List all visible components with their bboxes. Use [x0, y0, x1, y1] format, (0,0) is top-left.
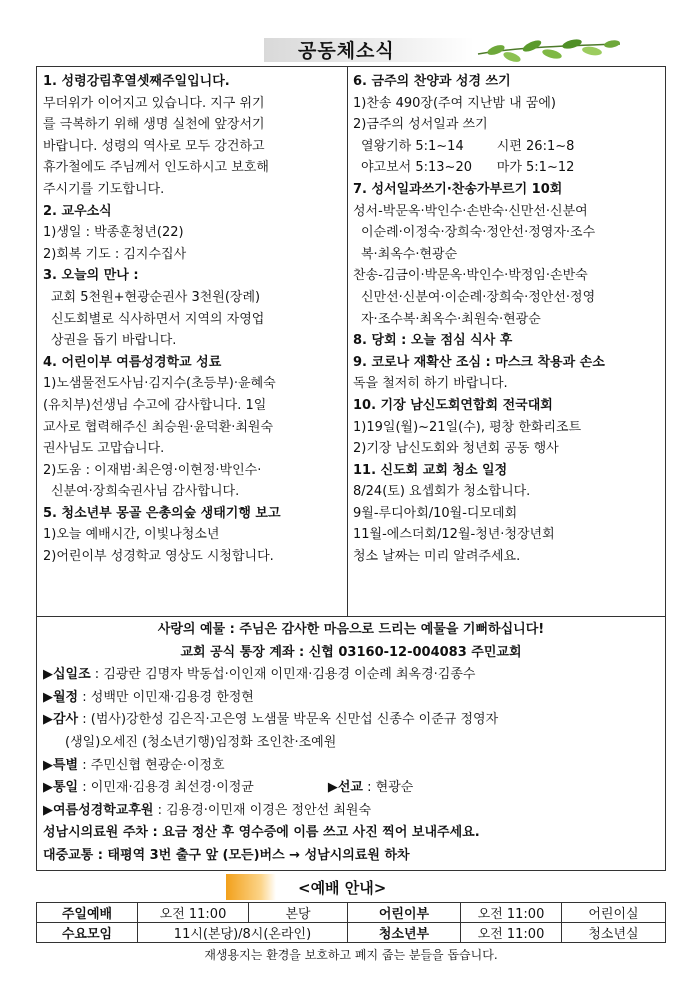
- transit-notice: 대중교통 : 태평역 3번 출구 앞 (모든)버스 → 성남시의료원 하차: [43, 847, 410, 863]
- news-line: 2)도움 : 이재범·최은영·이현정·박인수·: [43, 462, 262, 478]
- news-line: 바랍니다. 성령의 역사로 모두 강건하고: [43, 138, 265, 154]
- news-line: 청소 날짜는 미리 알려주세요.: [353, 549, 521, 565]
- news-line: 주시기를 기도합니다.: [43, 181, 165, 197]
- worship-title: <예배 안내>: [298, 879, 387, 897]
- table-row: [37, 903, 666, 923]
- offering-row: ▶통일 : 이민재·김용경 최선경·이정균 ▶선교 : 현광순: [43, 780, 414, 796]
- table-cell: 수요모임: [37, 923, 138, 943]
- offering-row: ▶십일조 : 김광란 김명자 박동섭·이인재 이민재·김용경 이순례 최옥경·김종수: [43, 667, 476, 683]
- news-line: 신만선·신분여·이순례·장희숙·정안선·정영: [361, 289, 596, 305]
- news-line: 독을 철저히 하기 바랍니다.: [353, 376, 508, 392]
- news-line: 8/24(토) 요셉회가 청소합니다.: [353, 484, 531, 500]
- news-line: 복·최옥수·현광순: [361, 246, 458, 262]
- leaf-sprig-icon: [474, 38, 624, 64]
- bulletin-page: [36, 36, 666, 962]
- worship-header: [36, 872, 666, 902]
- news-line: 2)어린이부 성경학교 영상도 시청합니다.: [43, 549, 274, 565]
- news-line: 신분여·장희숙권사님 감사합니다.: [51, 484, 240, 500]
- news-line: 를 극복하기 위해 생명 실천에 앞장서기: [43, 117, 265, 133]
- news-line: 9월-루디아회/10월-디모데회: [353, 505, 518, 521]
- news-line: 2)금주의 성서일과 쓰기: [353, 117, 488, 133]
- news-line: 성서-박문옥·박인수·손반숙·신만선·신분여: [353, 203, 588, 219]
- news-line: 10. 기장 남신도회연합회 전국대회: [353, 397, 553, 413]
- offering-section: [36, 617, 666, 871]
- left-column: [43, 71, 343, 568]
- table-cell: 오전 11:00: [461, 923, 562, 943]
- news-line: 5. 청소년부 몽골 은총의숲 생태기행 보고: [43, 505, 281, 521]
- table-cell: 청소년실: [562, 923, 666, 943]
- offering-row: ▶여름성경학교후원 : 김용경·이민재 이경은 정안선 최원숙: [43, 802, 372, 818]
- news-line: 2)기장 남신도회와 청년회 공동 행사: [353, 441, 559, 457]
- right-column: [353, 71, 661, 568]
- offering-row: ▶월정 : 성백만 이민재·김용경 한정현: [43, 689, 254, 705]
- news-box: [36, 66, 666, 617]
- news-line: 11. 신도회 교회 청소 일정: [353, 462, 508, 478]
- worship-band: [226, 874, 276, 900]
- parking-notice: 성남시의료원 주차 : 요금 정산 후 영수증에 이름 쓰고 사진 찍어 보내주세요.: [43, 825, 480, 841]
- table-cell: 본당: [249, 903, 348, 923]
- news-line: 1)노샘물전도사님·김지수(초등부)·윤혜숙: [43, 376, 276, 392]
- news-line: (유치부)선생님 수고에 감사합니다. 1일: [43, 397, 267, 413]
- column-divider: [347, 67, 348, 616]
- table-cell: 주일예배: [37, 903, 138, 923]
- news-line: 6. 금주의 찬양과 성경 쓰기: [353, 74, 511, 89]
- news-line: 1)오늘 예배시간, 이빛나청소년: [43, 527, 220, 543]
- news-line: 1)생일 : 박종훈청년(22): [43, 225, 184, 241]
- news-line: 이순례·이정숙·장희숙·정안선·정영자·조수: [361, 225, 596, 241]
- offering-row: (생일)오세진 (청소년기행)임정화 조인찬·조예원: [65, 734, 337, 750]
- news-line: 상권을 돕기 바랍니다.: [51, 333, 177, 349]
- news-line: 권사님도 고맙습니다.: [43, 441, 165, 457]
- table-cell: 오전 11:00: [461, 903, 562, 923]
- table-cell: 11시(본당)/8시(온라인): [138, 923, 348, 943]
- news-line: 7. 성서일과쓰기·찬송가부르기 10회: [353, 181, 563, 197]
- news-line: 1)19일(월)~21일(수), 평창 한화리조트: [353, 419, 582, 435]
- news-line: 휴가철에도 주님께서 인도하시고 보호해: [43, 160, 269, 176]
- news-line: 3. 오늘의 만나 :: [43, 268, 139, 284]
- table-cell: 어린이부: [348, 903, 461, 923]
- news-line: 2)회복 기도 : 김지수집사: [43, 246, 187, 262]
- table-cell: 청소년부: [348, 923, 461, 943]
- worship-table: [36, 902, 666, 943]
- news-line: 열왕기하 5:1~14 시편 26:1~8: [361, 138, 575, 154]
- news-line: 신도회별로 식사하면서 지역의 자영업: [51, 311, 265, 327]
- table-row: [37, 923, 666, 943]
- footer-note: 재생용지는 환경을 보호하고 폐지 줍는 분들을 돕습니다.: [204, 948, 498, 962]
- news-line: 2. 교우소식: [43, 203, 112, 219]
- news-line: 야고보서 5:13~20 마가 5:1~12: [361, 160, 575, 176]
- offering-row: ▶감사 : (범사)강한성 김은직·고은영 노샘물 박문옥 신만섭 신종수 이준규 정영자: [43, 712, 499, 728]
- news-line: 교사로 협력해주신 최승원·윤덕환·최원숙: [43, 419, 274, 435]
- news-line: 1. 성령강림후열셋째주일입니다.: [43, 74, 230, 89]
- bank-account: 교회 공식 통장 계좌 : 신협 03160-12-004083 주민교회: [180, 644, 522, 660]
- section-header: [36, 36, 666, 66]
- table-cell: 오전 11:00: [138, 903, 249, 923]
- page-title: 공동체소식: [298, 40, 395, 62]
- offering-row: ▶특별 : 주민신협 현광순·이정호: [43, 757, 225, 773]
- offering-title: 사랑의 예물 : 주님은 감사한 마음으로 드리는 예물을 기뻐하십니다!: [157, 622, 545, 637]
- news-line: 9. 코로나 재확산 조심 : 마스크 착용과 손소: [353, 354, 605, 370]
- news-line: 8. 당회 : 오늘 점심 식사 후: [353, 333, 513, 349]
- news-line: 11월-에스더회/12월-청년·청장년회: [353, 527, 555, 543]
- news-line: 자·조수복·최옥수·최원숙·현광순: [361, 311, 541, 327]
- news-line: 찬송-김금이·박문옥·박인수·박정임·손반숙: [353, 268, 588, 284]
- news-line: 교회 5천원+현광순권사 3천원(장례): [51, 289, 261, 305]
- news-line: 1)찬송 490장(주여 지난밤 내 꿈에): [353, 95, 556, 111]
- news-line: 무더위가 이어지고 있습니다. 지구 위기: [43, 95, 265, 111]
- news-line: 4. 어린이부 여름성경학교 성료: [43, 354, 222, 370]
- table-cell: 어린이실: [562, 903, 666, 923]
